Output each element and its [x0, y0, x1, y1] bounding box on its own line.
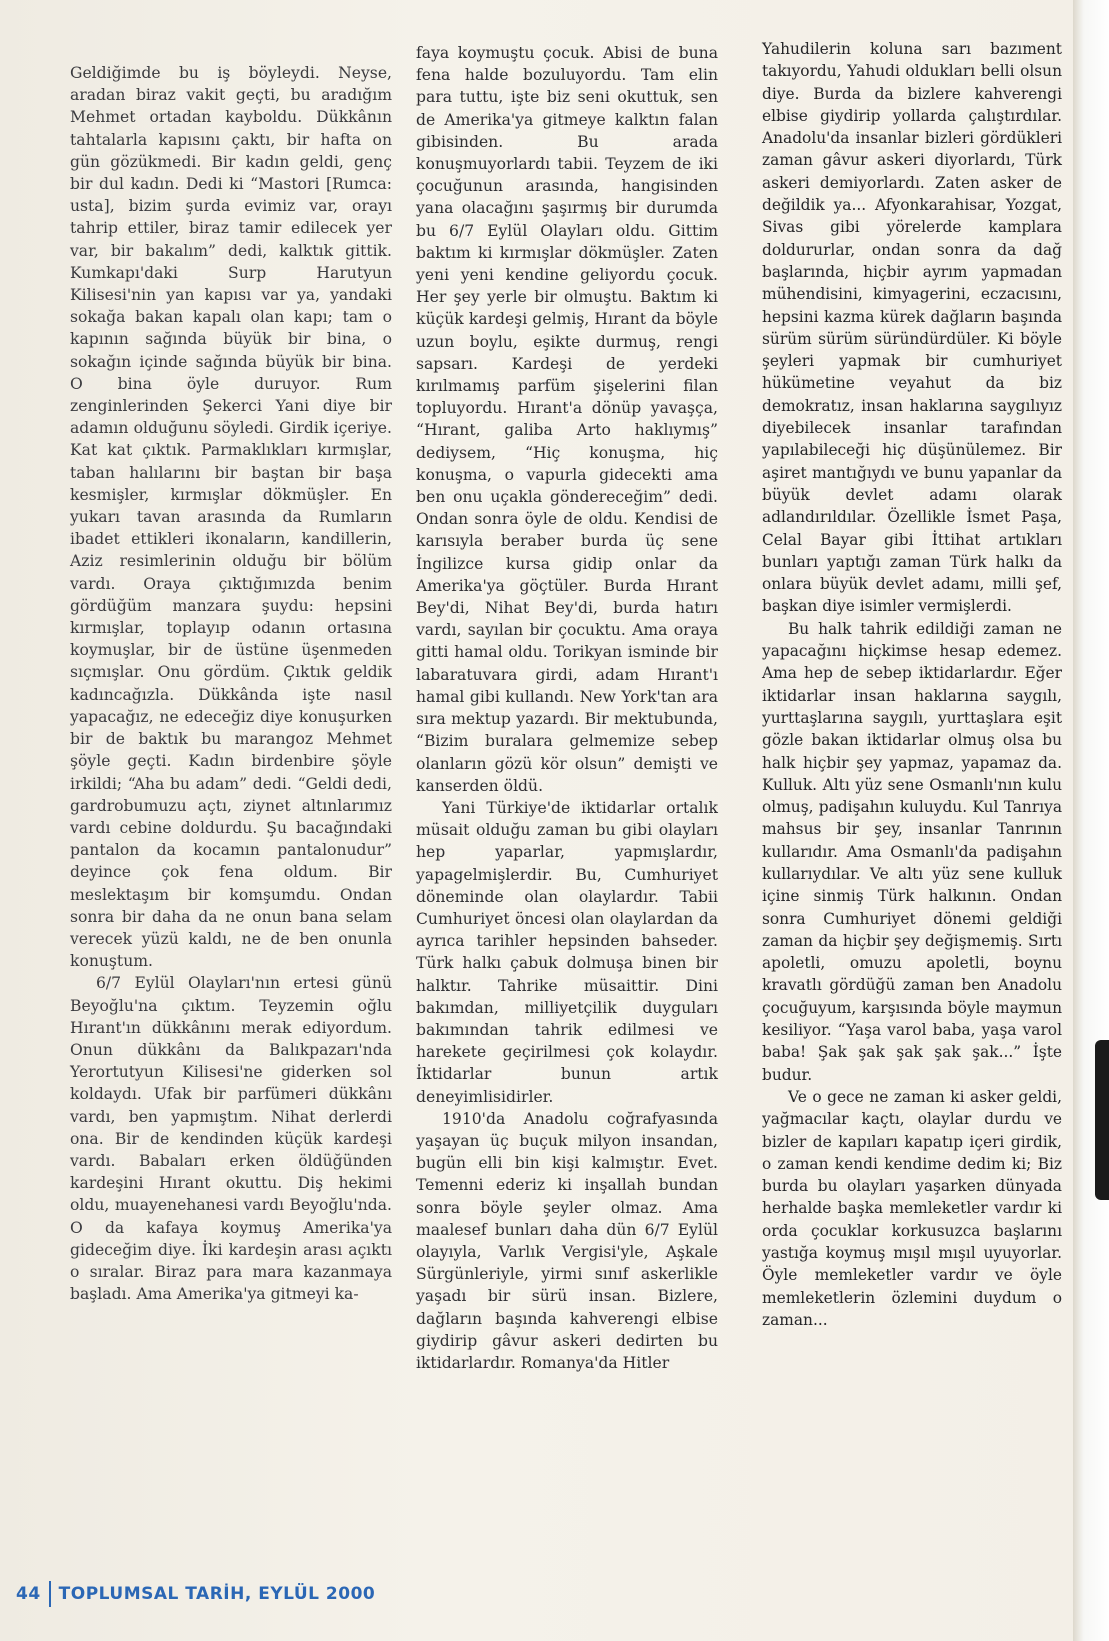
text-column-1	[70, 62, 392, 1305]
paragraph: faya koymuştu çocuk. Abisi de buna fena halde bozuluyordu. Tam elin para tuttu, işte biz seni okuttuk, sen de Amerika'ya gitmeye kalktın falan gibisinden. Bu arada konuşmuyorlardı tabii. Teyzem de iki çocuğunun arasında, hangisinden yana olacağını şaşırmış bir durumda bu 6/7 Eylül Olayları oldu. Gittim baktım ki kırmışlar dökmüşler. Zaten yeni yeni kendine geliyordu çocuk. Her şey yerle bir olmuştu. Baktım ki küçük kardeşi gelmiş, Hırant da böyle uzun boylu, eşikte durmuş, rengi sapsarı. Kardeşi de yerdeki kırılmamış parfüm şişelerini filan topluyordu. Hırant'a dönüp yavaşça, “Hırant, galiba Arto haklıymış” dediysem, “Hiç konuşma, hiç konuşma, o vapurla gidecekti ama ben onu uçakla göndereceğim” dedi. Ondan sonra öyle de oldu. Kendisi de karısıyla beraber burda üç sene İngilizce kursa gidip onlar da Amerika'ya göçtüler. Burda Hırant Bey'di, Nihat Bey'di, burda hatırı vardı, sayılan bir çocuktu. Ama oraya gitti hamal oldu. Torikyan isminde bir labaratuvara girdi, adam Hırant'ı hamal gibi kullandı. New York'tan ara sıra mektup yazardı. Bir mektubunda, “Bizim buralara gelmemize sebep olanların gözü kör olsun” demişti ve kanserden öldü.	[416, 44, 718, 795]
paragraph: 1910'da Anadolu coğrafyasında yaşayan üç buçuk milyon insandan, bugün elli bin kişi kalmıştır. Evet. Temenni ederiz ki inşallah bundan sonra böyle şeyler olmaz. Ama maalesef bunları daha dün 6/7 Eylül olayıyla, Varlık Vergisi'yle, Aşkale Sürgünleriyle, yirmi sınıf askerlikle yaşadı bir sürü insan. Bizlere, dağların başında kahverengi elbise giydirip gâvur askeri dedirten bu iktidarlardır. Romanya'da Hitler	[416, 1109, 718, 1372]
page-footer	[16, 1581, 375, 1607]
paragraph: Geldiğimde bu iş böyleydi. Neyse, aradan biraz vakit geçti, bu aradığım Mehmet ortadan kayboldu. Dükkânın tahtalarla kapısını çaktı, bir hafta on gün gözükmedi. Bir kadın geldi, genç bir dul kadın. Dedi ki “Mastori [Rumca: usta], bizim şurda evimiz var, orayı tahrip ettiler, biraz tamir edilecek yer var, bir bakalım” dedi, kalktık gittik. Kumkapı'daki Surp Harutyun Kilisesi'nin yan kapısı var ya, yandaki sokağa bakan kapalı olan kapı; tam o kapının sağında büyük bir bina, o sokağın içinde sağında büyük bir bina. O bina öyle duruyor. Rum zenginlerinden Şekerci Yani diye bir adamın olduğunu söyledi. Girdik içeriye. Kat kat çıktık. Parmaklıkları kırmışlar, taban halılarını bir baştan bir başa kesmişler, kırmışlar dökmüşler. En yukarı tavan arasında da Rumların ibadet ettikleri ikonaların, kandillerin, Aziz resimlerinin olduğu bir bölüm vardı. Oraya çıktığımızda benim gördüğüm manzara şuydu: hepsini kırmışlar, toplayıp odanın ortasına koymuşlar, bir de üstüne üşenmeden sıçmışlar. Onu gördüm. Çıktık geldik kadıncağızla. Dükkânda işte nasıl yapacağız, ne edeceğiz diye konuşurken bir de baktık bu marangoz Mehmet şöyle geçti. Kadın birdenbire şöyle irkildi; “Aha bu adam” dedi. “Geldi dedi, gardrobumuzu açtı, ziynet altınlarımız vardı cebine doldurdu. Şu bacağındaki pantalon da kocamın pantalonudur” deyince çok fena oldum. Bir meslektaşım bir komşumdu. Ondan sonra bir daha da ne onun bana selam verecek yüzü kaldı, ne de ben onunla konuştum.	[70, 64, 392, 971]
text-column-3	[762, 38, 1062, 1331]
text-column-2	[416, 42, 718, 1374]
paragraph: Yahudilerin koluna sarı bazıment takıyordu, Yahudi oldukları belli olsun diye. Burda da bizlere kahverengi elbise giydirip yollarda çalıştırdılar. Anadolu'da insanlar bizleri gördükleri zaman gâvur askeri diyorlardı, Türk askeri demiyorlardı. Zaten asker de değildik ya... Afyonkarahisar, Yozgat, Sivas gibi yörelerde kamplara doldururlar, ondan sonra da dağ başlarında, hiçbir ayrım yapmadan mühendisini, kimyagerini, eczacısını, hepsini kazma kürek dağların başında sürüm sürüm süründürdüler. Ki böyle şeyleri yapmak bir cumhuriyet hükümetine veyahut da biz demokratız, insan haklarına saygılıyız diyebilecek insanlar tarafından yapılabileceği hiç düşünülemez. Bir aşiret mantığıydı ve bunu yapanlar da büyük devlet adamı olarak adlandırıldılar. Özellikle İsmet Paşa, Celal Bayar gibi İttihat artıkları bunları yaptığı zaman Türk halkı da onlara büyük devlet adamı, milli şef, başkan diye isimler vermişlerdi.	[762, 40, 1062, 616]
publication-title: TOPLUMSAL TARİH, EYLÜL 2000	[58, 1584, 376, 1604]
paragraph: Yani Türkiye'de iktidarlar ortalık müsait olduğu zaman bu gibi olayları hep yaparlar, yapmışlardır, yapagelmişlerdir. Bu, Cumhuriyet döneminde olan olaylardır. Tabii Cumhuriyet öncesi olan olaylardan da ayrıca tarihler hepsinden bahseder. Türk halkı çabuk dolmuşa binen bir halktır. Tahrike müsaittir. Dini bakımdan, milliyetçilik duyguları bakımından tahrik edilmesi ve harekete geçirilmesi çok kolaydır. İktidarlar bunun artık deneyimlisidirler.	[416, 798, 718, 1106]
paragraph: 6/7 Eylül Olayları'nın ertesi günü Beyoğlu'na çıktım. Teyzemin oğlu Hırant'ın dükkânını merak ediyordum. Onun dükkânı da Balıkpazarı'nda Yerortutyun Kilisesi'ne giderken sol koldaydı. Ufak bir parfümeri dükkânı vardı, ben yapmıştım. Nihat derlerdi ona. Bir de kendinden küçük kardeşi vardı. Babaları erken öldüğünden kardeşini Hırant okuttu. Diş hekimi oldu, muayenehanesi vardı Beyoğlu'nda. O da kafaya koymuş Amerika'ya gideceğim diye. İki kardeşin arası açıktı o sıralar. Biraz para mara kazanmaya başladı. Ama Amerika'ya gitmeyi ka-	[70, 974, 392, 1304]
paragraph: Bu halk tahrik edildiği zaman ne yapacağını hiçkimse hesap edemez. Ama hep de sebep iktidarlardır. Eğer iktidarlar insan haklarına saygılı, yurttaşlarına saygılı, yurttaşlara eşit gözle bakan iktidarlar olmuş olsa bu halk hiçbir şey yapmaz, yapamaz da. Kulluk. Altı yüz sene Osmanlı'nın kulu olmuş, padişahın kuluydu. Kul Tanrıya mahsus bir şey, insanlar Tanrının kullarıdır. Ama Osmanlı'da padişahın kullarıydılar. Ve altı yüz sene kulluk içine sinmiş Türk halkının. Ondan sonra Cumhuriyet dönemi geldiği zaman da hiçbir şey değişmemiş. Sırtı apoletli, omuzu apoletli, boynu kravatlı gördüğü zaman ben Anadolu çocuğuyum, karşısında böyle maymun kesiliyor. “Yaşa varol baba, yaşa varol baba! Şak şak şak şak şak...” İşte budur.	[762, 619, 1062, 1084]
footer-divider	[49, 1581, 51, 1607]
next-page-edge	[1073, 0, 1109, 1641]
page-number: 44	[16, 1584, 41, 1604]
edge-dark-shape	[1095, 1040, 1109, 1200]
paragraph: Ve o gece ne zaman ki asker geldi, yağmacılar kaçtı, olaylar durdu ve bizler de kapıları kapatıp içeri girdik, o zaman kendi kendime dedim ki; Biz burda bu olayları yaşarken dünyada herhalde başka memleketler vardır ki orda çocuklar korkusuzca başlarını yastığa koymuş mışıl mışıl uyuyorlar. Öyle memleketler vardır ve öyle memleketlerin özlemini duydum o zaman...	[762, 1087, 1062, 1329]
